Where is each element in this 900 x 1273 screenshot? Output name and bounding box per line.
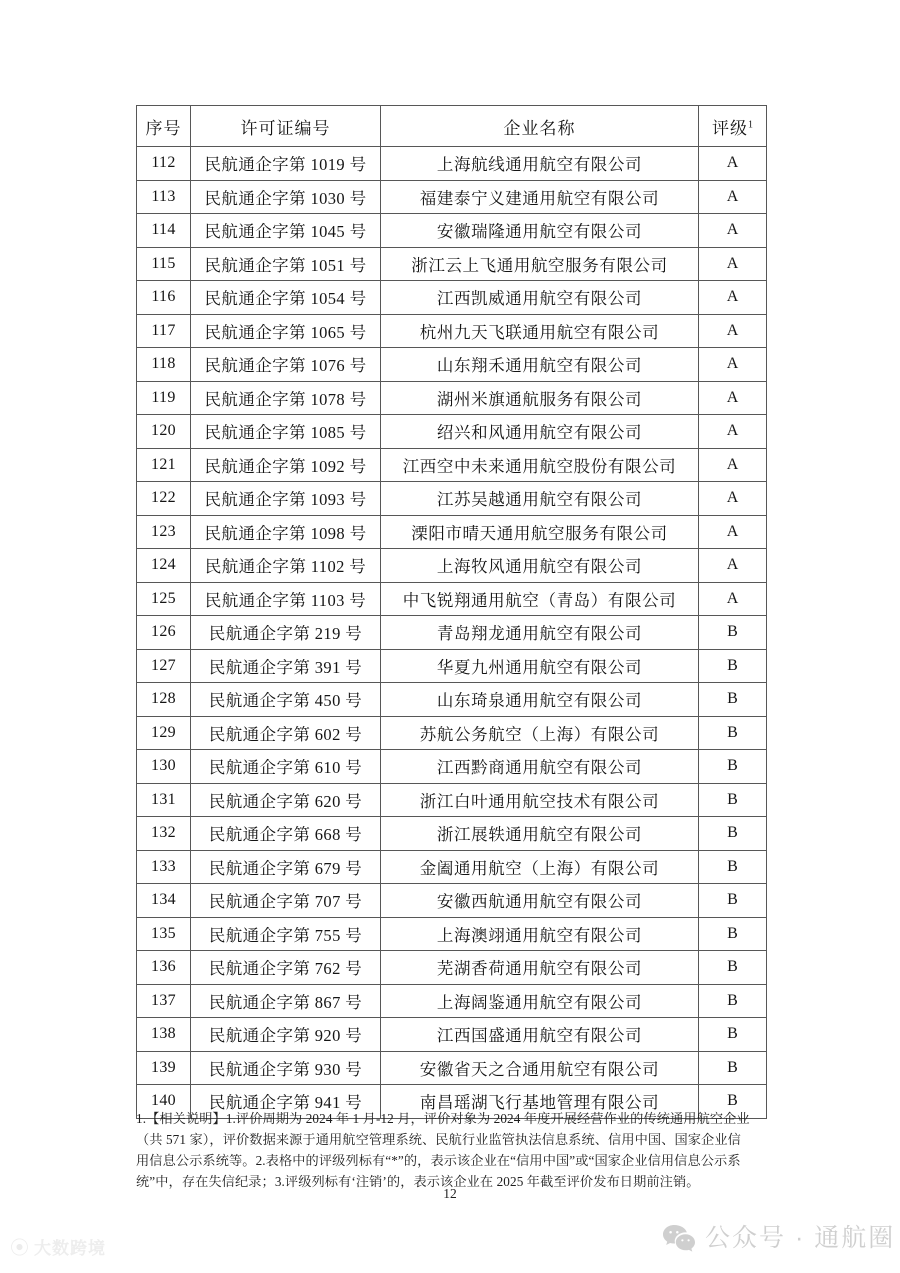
cell-license: 民航通企字第 930 号 (191, 1051, 381, 1085)
cell-license: 民航通企字第 1076 号 (191, 348, 381, 382)
footnote-line: 用信息公示系统等。2.表格中的评级列标有“*”的，表示该企业在“信用中国”或“国家企业信用信息公示系 (136, 1153, 741, 1168)
cell-grade: A (699, 281, 767, 315)
cell-grade: B (699, 951, 767, 985)
cell-grade: B (699, 1051, 767, 1085)
cell-license: 民航通企字第 610 号 (191, 750, 381, 784)
table-row (137, 716, 767, 750)
table-row (137, 884, 767, 918)
cell-index: 114 (137, 214, 191, 248)
cell-index: 139 (137, 1051, 191, 1085)
cell-index: 133 (137, 850, 191, 884)
table-row (137, 951, 767, 985)
cell-index: 117 (137, 314, 191, 348)
watermark-right-label: 公众号 · 通航圈 (705, 1223, 896, 1252)
cell-company: 上海航线通用航空有限公司 (381, 147, 699, 181)
cell-license: 民航通企字第 602 号 (191, 716, 381, 750)
watermark-right (662, 1224, 895, 1252)
cell-index: 121 (137, 448, 191, 482)
cell-grade: A (699, 482, 767, 516)
cell-company: 江西空中未来通用航空股份有限公司 (381, 448, 699, 482)
cell-grade: A (699, 448, 767, 482)
cell-index: 120 (137, 415, 191, 449)
cell-index: 135 (137, 917, 191, 951)
cell-license: 民航通企字第 668 号 (191, 817, 381, 851)
table-row (137, 1018, 767, 1052)
cell-index: 131 (137, 783, 191, 817)
cell-grade: B (699, 750, 767, 784)
cell-license: 民航通企字第 1065 号 (191, 314, 381, 348)
cell-company: 安徽瑞隆通用航空有限公司 (381, 214, 699, 248)
table-row (137, 683, 767, 717)
cell-company: 绍兴和风通用航空有限公司 (381, 415, 699, 449)
cell-grade: A (699, 314, 767, 348)
cell-company: 中飞锐翔通用航空（青岛）有限公司 (381, 582, 699, 616)
cell-company: 青岛翔龙通用航空有限公司 (381, 616, 699, 650)
cell-company: 华夏九州通用航空有限公司 (381, 649, 699, 683)
cell-company: 江西国盛通用航空有限公司 (381, 1018, 699, 1052)
cell-index: 137 (137, 984, 191, 1018)
cell-grade: B (699, 716, 767, 750)
table-row (137, 247, 767, 281)
table-row (137, 817, 767, 851)
table-row (137, 984, 767, 1018)
cell-license: 民航通企字第 941 号 (191, 1085, 381, 1119)
cell-grade: A (699, 214, 767, 248)
column-header-company: 企业名称 (381, 106, 699, 147)
table-row (137, 750, 767, 784)
cell-grade: B (699, 850, 767, 884)
table-row (137, 180, 767, 214)
company-rating-table (136, 105, 767, 1119)
cell-license: 民航通企字第 1051 号 (191, 247, 381, 281)
cell-index: 138 (137, 1018, 191, 1052)
cell-grade: A (699, 549, 767, 583)
page-number: 12 (443, 1186, 457, 1201)
table-row (137, 917, 767, 951)
cell-license: 民航通企字第 755 号 (191, 917, 381, 951)
cell-license: 民航通企字第 707 号 (191, 884, 381, 918)
cell-license: 民航通企字第 391 号 (191, 649, 381, 683)
cell-company: 山东翔禾通用航空有限公司 (381, 348, 699, 382)
cell-company: 浙江云上飞通用航空服务有限公司 (381, 247, 699, 281)
cell-license: 民航通企字第 920 号 (191, 1018, 381, 1052)
cell-index: 130 (137, 750, 191, 784)
cell-license: 民航通企字第 1092 号 (191, 448, 381, 482)
cell-license: 民航通企字第 1054 号 (191, 281, 381, 315)
table-row (137, 214, 767, 248)
table-row (137, 549, 767, 583)
cell-grade: A (699, 247, 767, 281)
cell-company: 浙江白叶通用航空技术有限公司 (381, 783, 699, 817)
cell-license: 民航通企字第 1102 号 (191, 549, 381, 583)
cell-license: 民航通企字第 1019 号 (191, 147, 381, 181)
cell-company: 湖州米旗通航服务有限公司 (381, 381, 699, 415)
cell-grade: B (699, 884, 767, 918)
cell-grade: A (699, 582, 767, 616)
cell-company: 苏航公务航空（上海）有限公司 (381, 716, 699, 750)
table-row (137, 348, 767, 382)
cell-index: 140 (137, 1085, 191, 1119)
cell-company: 安徽省天之合通用航空有限公司 (381, 1051, 699, 1085)
cell-company: 上海阔鉴通用航空有限公司 (381, 984, 699, 1018)
cell-company: 山东琦泉通用航空有限公司 (381, 683, 699, 717)
cell-index: 116 (137, 281, 191, 315)
cell-license: 民航通企字第 1078 号 (191, 381, 381, 415)
cell-license: 民航通企字第 1085 号 (191, 415, 381, 449)
table-body (137, 147, 767, 1119)
cell-index: 136 (137, 951, 191, 985)
cell-grade: A (699, 415, 767, 449)
cell-grade: B (699, 1085, 767, 1119)
footnote-line: 统”中，存在失信纪录；3.评级列标有‘注销’的，表示该企业在 2025 年截至评价发布日期前注销。 (136, 1174, 700, 1189)
cell-license: 民航通企字第 1098 号 (191, 515, 381, 549)
cell-index: 119 (137, 381, 191, 415)
cell-company: 南昌瑶湖飞行基地管理有限公司 (381, 1085, 699, 1119)
dashujingjing-logo-icon: ⦿ (10, 1237, 30, 1259)
cell-company: 金阖通用航空（上海）有限公司 (381, 850, 699, 884)
footnote-marker: 1 (748, 118, 753, 130)
footnote-line: 1.【相关说明】1.评价周期为 2024 年 1 月-12 月，评价对象为 2024 年度开展经营作业的传统通用航空企业 (136, 1111, 750, 1126)
cell-index: 123 (137, 515, 191, 549)
cell-grade: B (699, 616, 767, 650)
table-header-row (137, 106, 767, 147)
cell-license: 民航通企字第 679 号 (191, 850, 381, 884)
footnote-block (136, 1108, 784, 1192)
cell-license: 民航通企字第 762 号 (191, 951, 381, 985)
cell-index: 113 (137, 180, 191, 214)
watermark-left-label: 大数跨境 (34, 1239, 107, 1258)
cell-grade: B (699, 984, 767, 1018)
table-row (137, 482, 767, 516)
cell-company: 江西凯威通用航空有限公司 (381, 281, 699, 315)
cell-index: 134 (137, 884, 191, 918)
cell-index: 118 (137, 348, 191, 382)
cell-license: 民航通企字第 867 号 (191, 984, 381, 1018)
cell-grade: B (699, 649, 767, 683)
cell-index: 128 (137, 683, 191, 717)
table-row (137, 448, 767, 482)
wechat-bubbles-icon (662, 1224, 696, 1252)
column-header-license: 许可证编号 (191, 106, 381, 147)
cell-grade: A (699, 348, 767, 382)
cell-grade: B (699, 783, 767, 817)
column-header-grade (699, 106, 767, 147)
table-row (137, 147, 767, 181)
cell-index: 126 (137, 616, 191, 650)
cell-grade: A (699, 381, 767, 415)
cell-license: 民航通企字第 450 号 (191, 683, 381, 717)
column-header-grade-label: 评级 (712, 118, 748, 138)
cell-index: 124 (137, 549, 191, 583)
cell-grade: B (699, 683, 767, 717)
cell-license: 民航通企字第 1030 号 (191, 180, 381, 214)
table-row (137, 850, 767, 884)
company-rating-table-container (136, 105, 766, 1119)
table-row (137, 314, 767, 348)
table-row (137, 582, 767, 616)
cell-grade: B (699, 917, 767, 951)
cell-index: 115 (137, 247, 191, 281)
cell-company: 江苏吴越通用航空有限公司 (381, 482, 699, 516)
cell-index: 112 (137, 147, 191, 181)
cell-license: 民航通企字第 1103 号 (191, 582, 381, 616)
cell-index: 129 (137, 716, 191, 750)
footnote-line: （共 571 家），评价数据来源于通用航空管理系统、民航行业监管执法信息系统、信用中国、国家企业信 (136, 1132, 741, 1147)
cell-company: 江西黔商通用航空有限公司 (381, 750, 699, 784)
cell-license: 民航通企字第 1093 号 (191, 482, 381, 516)
cell-company: 芜湖香荷通用航空有限公司 (381, 951, 699, 985)
cell-company: 溧阳市晴天通用航空服务有限公司 (381, 515, 699, 549)
cell-index: 127 (137, 649, 191, 683)
table-row (137, 281, 767, 315)
cell-index: 122 (137, 482, 191, 516)
cell-company: 福建泰宁义建通用航空有限公司 (381, 180, 699, 214)
cell-grade: A (699, 147, 767, 181)
cell-index: 132 (137, 817, 191, 851)
table-row (137, 515, 767, 549)
cell-company: 上海牧风通用航空有限公司 (381, 549, 699, 583)
watermark-left (10, 1239, 106, 1258)
cell-index: 125 (137, 582, 191, 616)
cell-company: 安徽西航通用航空有限公司 (381, 884, 699, 918)
table-row (137, 616, 767, 650)
cell-license: 民航通企字第 1045 号 (191, 214, 381, 248)
cell-license: 民航通企字第 620 号 (191, 783, 381, 817)
table-row (137, 1051, 767, 1085)
cell-company: 杭州九天飞联通用航空有限公司 (381, 314, 699, 348)
cell-grade: B (699, 817, 767, 851)
cell-company: 浙江展轶通用航空有限公司 (381, 817, 699, 851)
cell-grade: A (699, 180, 767, 214)
cell-company: 上海澳翊通用航空有限公司 (381, 917, 699, 951)
table-row (137, 415, 767, 449)
cell-license: 民航通企字第 219 号 (191, 616, 381, 650)
cell-grade: A (699, 515, 767, 549)
table-row (137, 783, 767, 817)
table-row (137, 381, 767, 415)
column-header-index: 序号 (137, 106, 191, 147)
cell-grade: B (699, 1018, 767, 1052)
table-row (137, 649, 767, 683)
